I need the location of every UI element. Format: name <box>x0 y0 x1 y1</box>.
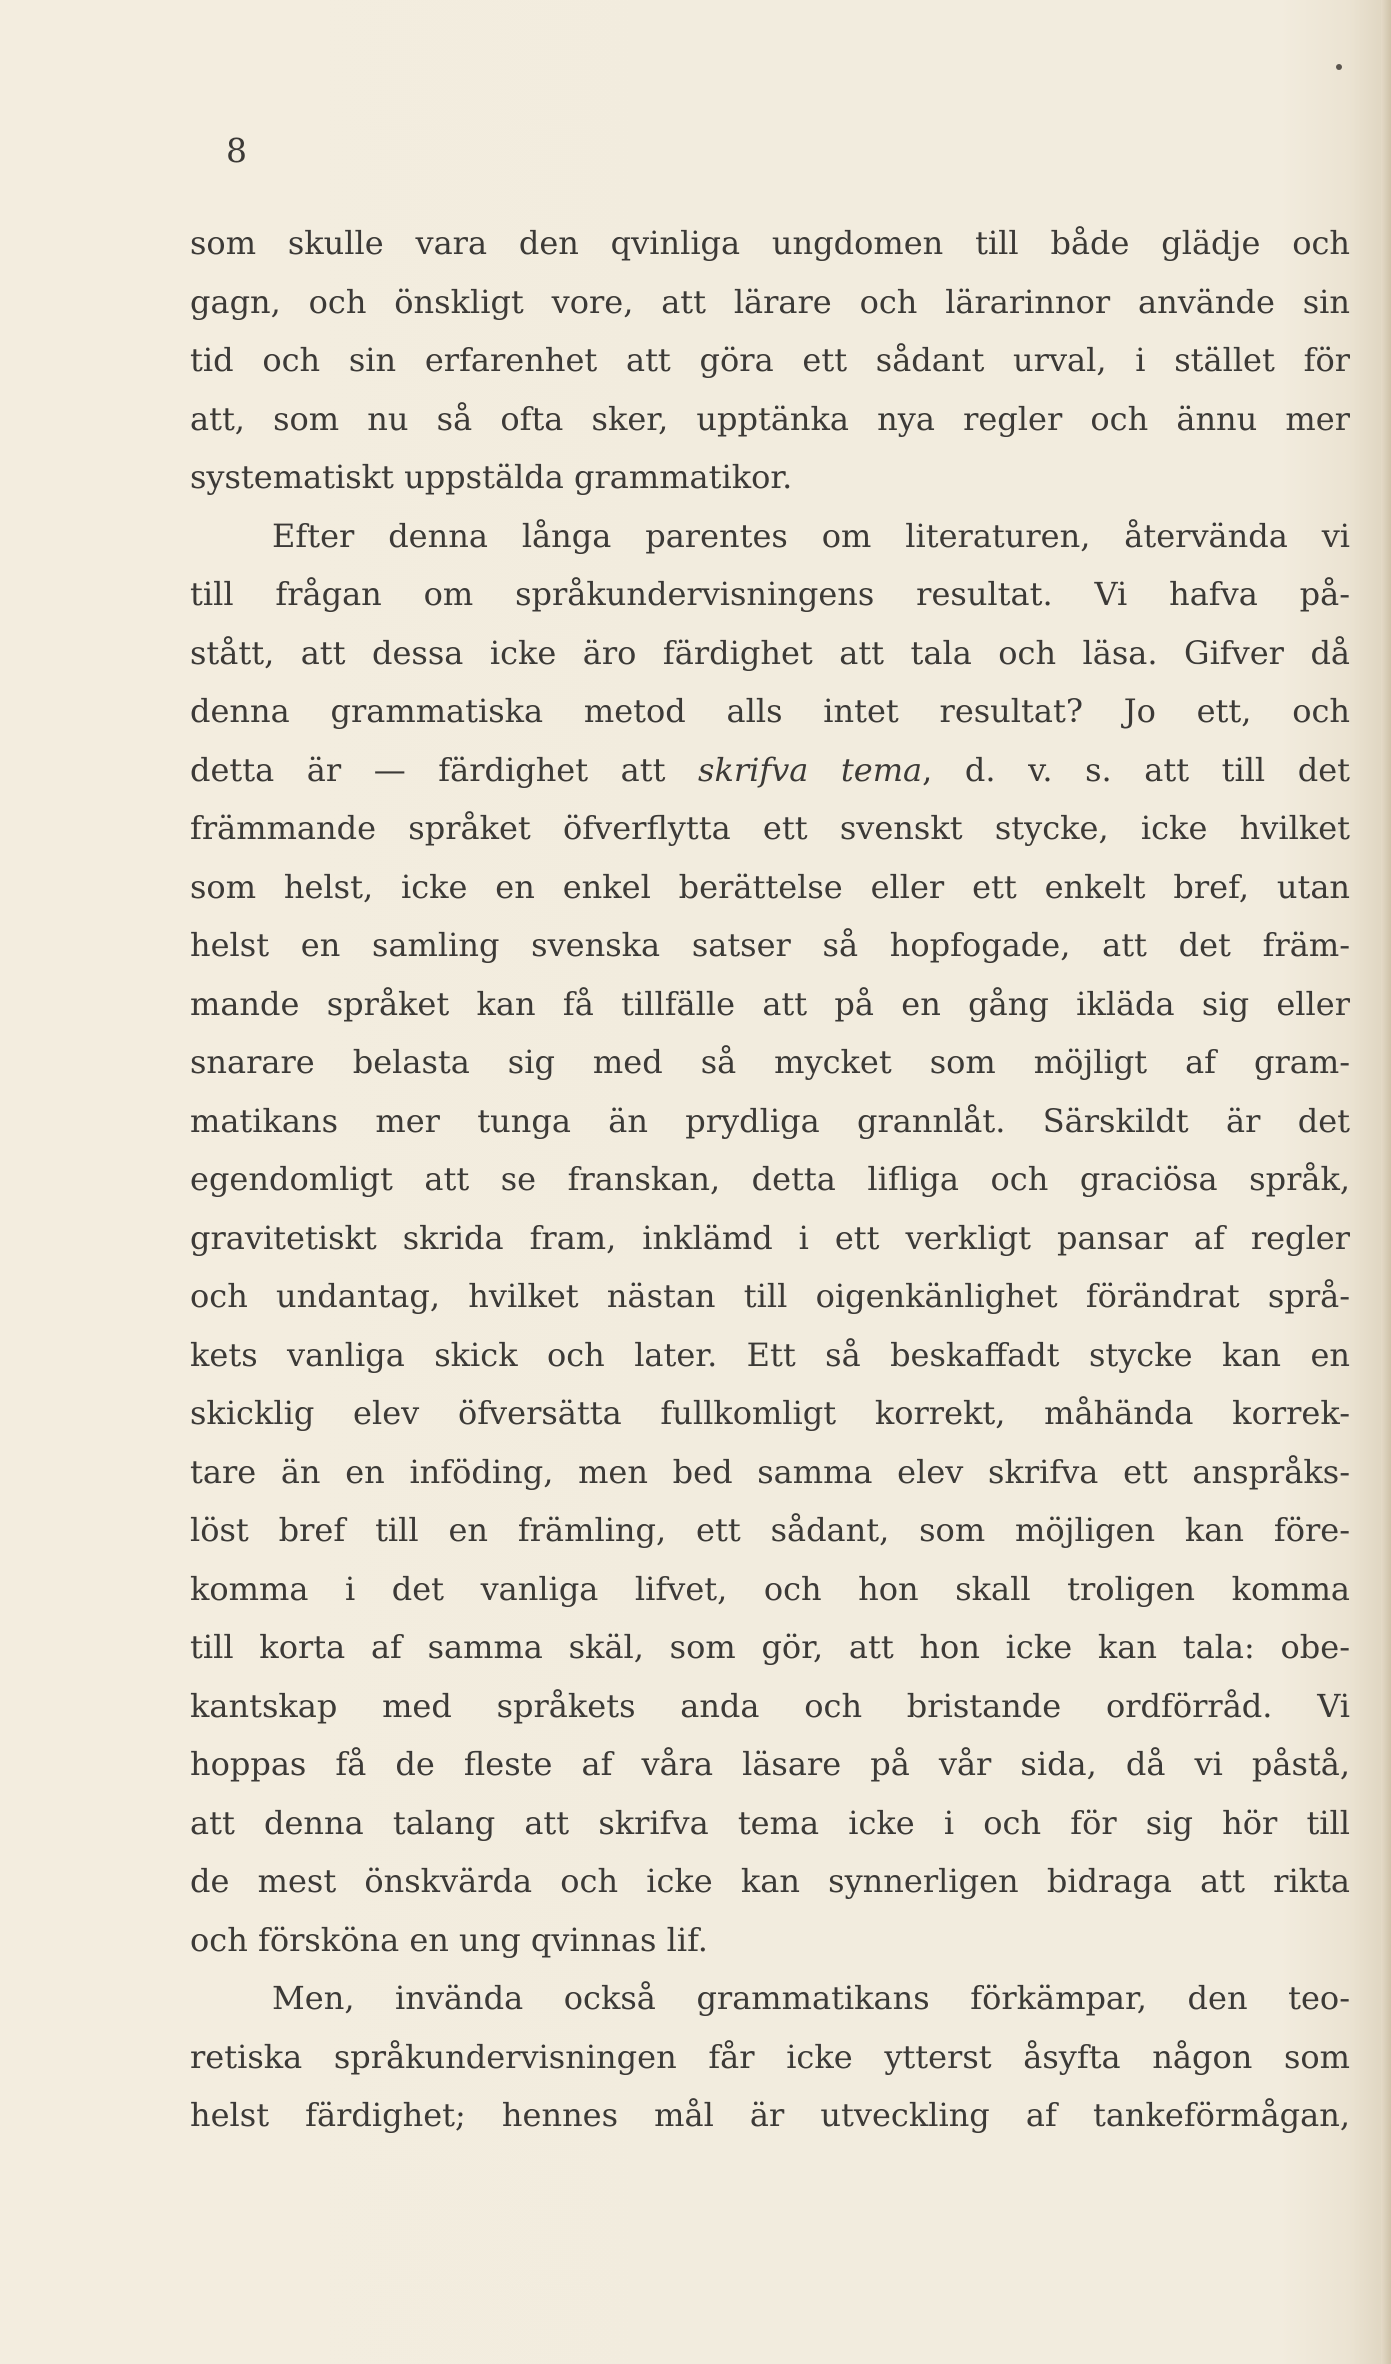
text-line: stått, att dessa icke äro färdighet att tala och läsa. Gifver då <box>190 633 1350 672</box>
text-line: främmande språket öfverflytta ett svenskt stycke, icke hvilket <box>190 809 1350 847</box>
text-line: och undantag, hvilket nästan till oigenkänlighet förändrat språ- <box>190 1277 1350 1315</box>
text-line: skicklig elev öfversätta fullkomligt korrekt, måhända korrek- <box>190 1394 1350 1432</box>
text-line: att, som nu så ofta sker, upptänka nya regler och ännu mer <box>190 399 1350 438</box>
page-edge-shadow <box>1381 0 1391 2364</box>
text-line: tid och sin erfarenhet att göra ett sådant urval, i stället för <box>190 341 1350 379</box>
text-line: mande språket kan få tillfälle att på en gång ikläda sig eller <box>190 984 1350 1023</box>
text-line: komma i det vanliga lifvet, och hon skall troligen komma <box>190 1569 1350 1608</box>
text-line: att denna talang att skrifva tema icke i och för sig hör till <box>190 1803 1350 1842</box>
text-line: gravitetiskt skrida fram, inklämd i ett verkligt pansar af regler <box>190 1218 1350 1257</box>
text-line: retiska språkundervisningen får icke ytterst åsyfta någon som <box>190 2037 1350 2076</box>
text-line: helst färdighet; hennes mål är utveckling af tankeförmågan, <box>190 2096 1350 2134</box>
emphasized-text: skrifva tema <box>698 750 923 789</box>
body-text <box>190 214 1350 2145</box>
text-line: denna grammatiska metod alls intet resultat? Jo ett, och <box>190 692 1350 730</box>
text-line: som skulle vara den qvinliga ungdomen till både glädje och <box>190 224 1350 262</box>
text-line: till frågan om språkundervisningens resultat. Vi hafva på- <box>190 575 1350 613</box>
text-line: de mest önskvärda och icke kan synnerligen bidraga att rikta <box>190 1862 1350 1900</box>
text-line: som helst, icke en enkel berättelse eller ett enkelt bref, utan <box>190 867 1350 906</box>
text-line: egendomligt att se franskan, detta lifliga och graciösa språk, <box>190 1160 1350 1198</box>
text-line: snarare belasta sig med så mycket som möjligt af gram- <box>190 1043 1350 1081</box>
text-line: kets vanliga skick och later. Ett så beskaffadt stycke kan en <box>190 1335 1350 1374</box>
text-line: hoppas få de fleste af våra läsare på vår sida, då vi påstå, <box>190 1745 1350 1783</box>
text-line: och försköna en ung qvinnas lif. <box>190 1920 708 1959</box>
text-line: systematiskt uppstälda grammatikor. <box>190 458 793 496</box>
text-line: kantskap med språkets anda och bristande ordförråd. Vi <box>190 1686 1350 1725</box>
text-line: helst en samling svenska satser så hopfogade, att det främ- <box>190 926 1350 964</box>
ink-speck <box>1336 64 1342 70</box>
text-line: tare än en inföding, men bed samma elev skrifva ett anspråks- <box>190 1452 1350 1491</box>
page-number: 8 <box>226 131 247 170</box>
text-line: till korta af samma skäl, som gör, att hon icke kan tala: obe- <box>190 1628 1350 1666</box>
text-line: matikans mer tunga än prydliga grannlåt. Särskildt är det <box>190 1101 1350 1140</box>
text-line: gagn, och önskligt vore, att lärare och lärarinnor använde sin <box>190 282 1350 321</box>
text-line: löst bref till en främling, ett sådant, som möjligen kan före- <box>190 1511 1350 1549</box>
text-line: detta är — färdighet att skrifva tema, d. v. s. att till det <box>190 750 1350 789</box>
text-line: Men, invända också grammatikans förkämpar, den teo- <box>272 1979 1350 2017</box>
text-line: Efter denna långa parentes om literaturen, återvända vi <box>272 516 1350 555</box>
